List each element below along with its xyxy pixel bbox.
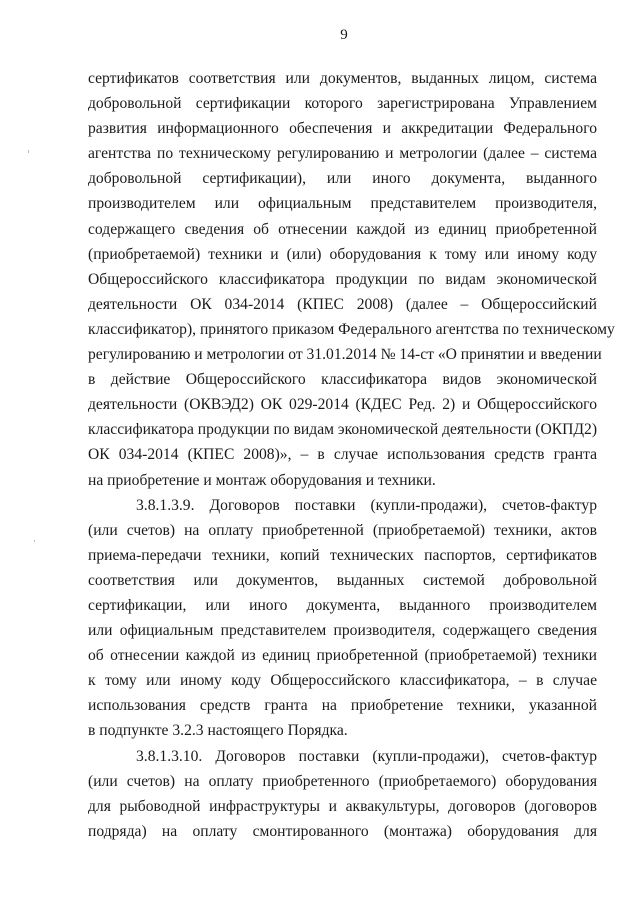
text-line: сертификации, или иного документа, выданного производителем [88,596,597,614]
text-line: или официальным представителем производителя, содержащего сведения [88,622,597,640]
paragraph [88,66,615,493]
text-line: (приобретаемой) техники и (или) оборудования к тому или иному коду [88,245,597,263]
text-line: для рыбоводной инфраструктуры и аквакультуры, договоров (договоров [88,797,597,815]
text-line: использования средств гранта на приобретение техники, указанной [88,697,597,715]
text-line: в подпункте 3.2.3 настоящего Порядка. [88,722,348,740]
text-line: соответствия или документов, выданных системой добровольной [88,571,597,589]
page-number: 9 [340,27,348,43]
paragraph [88,493,597,744]
text-line: содержащего сведения об отнесении каждой из единиц приобретенной [88,220,597,238]
text-line: сертификатов соответствия или документов, выданных лицом, система [88,70,597,87]
text-line: добровольной сертификации которого зарегистрирована Управлением [88,95,597,113]
text-line: Общероссийского классификатора продукции по видам экономической [88,270,597,288]
text-line: классификатор), принятого приказом Федерального агентства по техническому [88,320,615,338]
text-line: к тому или иному коду Общероссийского классификатора, – в случае [88,672,597,690]
scan-artifact [28,150,29,153]
paragraph [88,744,597,844]
text-line: 3.8.1.3.10. Договоров поставки (купли-продажи), счетов-фактур [136,747,597,765]
text-line: (или счетов) на оплату приобретенной (приобретаемой) техники, актов [88,521,597,539]
scan-artifact [34,540,35,542]
document-body [88,66,615,844]
text-line: агентства по техническому регулированию и метрологии (далее – система [88,145,597,163]
text-line: приема-передачи техники, копий технических паспортов, сертификатов [88,546,597,564]
text-line: деятельности (ОКВЭД2) ОК 029-2014 (КДЕС Ред. 2) и Общероссийского [88,396,597,414]
text-line: в действие Общероссийского классификатора видов экономической [88,371,597,389]
text-line: классификатора продукции по видам экономической деятельности (ОКПД2) [88,421,598,439]
text-line: на приобретение и монтаж оборудования и техники. [88,471,436,489]
text-line: ОК 034-2014 (КПЕС 2008)», – в случае использования средств гранта [88,446,597,464]
text-line: об отнесении каждой из единиц приобретенной (приобретаемой) техники [88,647,597,665]
text-line: производителем или официальным представителем производителя, [88,195,597,213]
text-line: подряда) на оплату смонтированного (монтажа) оборудования для [88,822,597,840]
text-line: деятельности ОК 034-2014 (КПЕС 2008) (далее – Общероссийский [88,295,597,313]
text-line: (или счетов) на оплату приобретенного (приобретаемого) оборудования [88,772,597,790]
text-line: развития информационного обеспечения и аккредитации Федерального [88,120,597,138]
text-line: добровольной сертификации), или иного документа, выданного [88,170,597,188]
text-line: 3.8.1.3.9. Договоров поставки (купли-продажи), счетов-фактур [136,496,597,514]
text-line: регулированию и метрологии от 31.01.2014 № 14-ст «О принятии и введении [88,346,602,364]
